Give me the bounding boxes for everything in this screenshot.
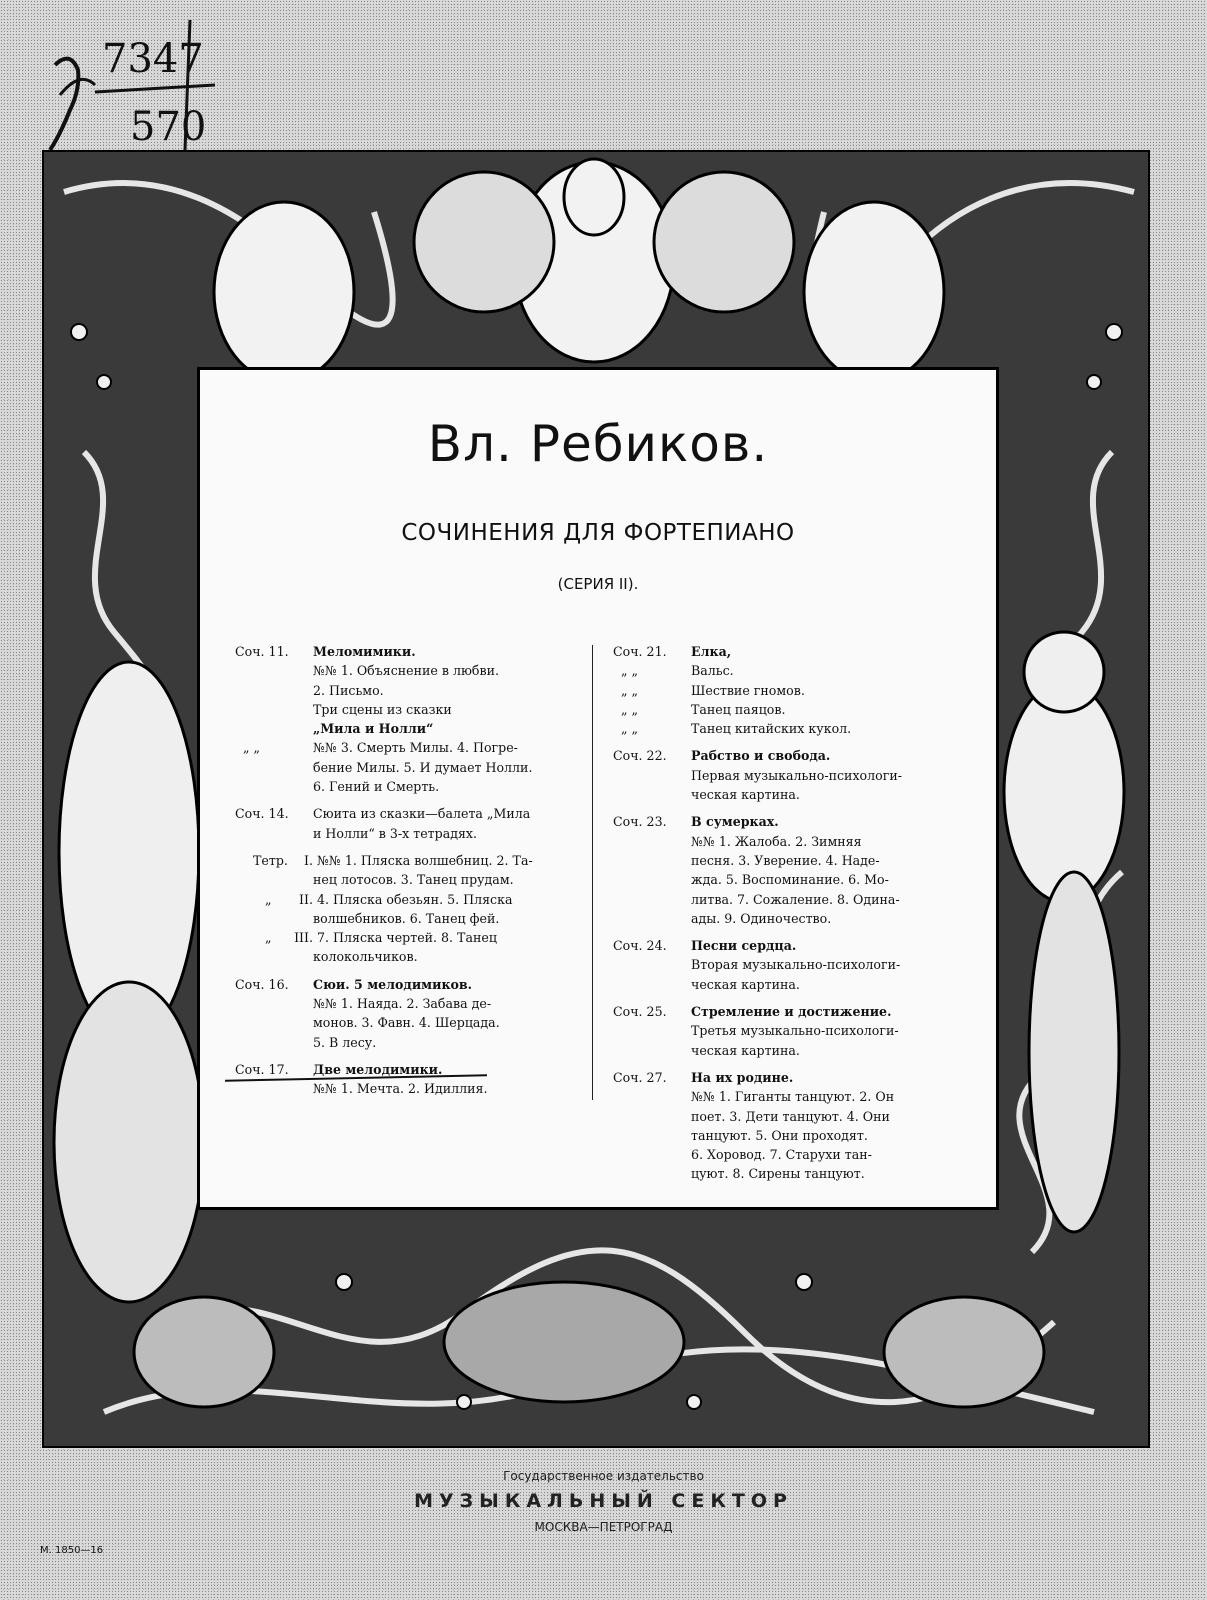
page-title: Вл. Ребиков. [427,415,769,473]
works-list-right [613,642,963,1192]
handwriting-top: 7347 [102,36,204,82]
list-item: Соч. 16. Сюи. 5 мелодимиков. №№ 1. Наяда. 2. Забава де- монов. 3. Фавн. 4. Шерцада. 5. В лесу. [235,976,500,1050]
title-panel [197,367,999,1210]
plate-number: М. 1850—16 [40,1545,104,1556]
list-item: Соч. 21. Елка, „ „ Вальс. „ „ Шествие гномов. „ „ Танец паяцов. „ „ Танец китайских кукол. [613,644,852,737]
ornamental-frame [42,150,1150,1448]
list-item: Соч. 14. Сюита из сказки—балета „Мила и Нолли“ в 3-х тетрадях. [235,806,531,841]
publisher-city: МОСКВА—ПЕТРОГРАД [534,1520,673,1534]
list-item: Соч. 11. Меломимики. №№ 1. Объяснение в любви. 2. Письмо. Три сцены из сказки „Мила и Нолли“ „ „ №№ 3. Смерть Милы. 4. Погре- бение Милы. 5. И думает Нолли. 6. Гений и Смерть. [235,644,533,795]
list-item: Соч. 23. В сумерках. №№ 1. Жалоба. 2. Зимняя песня. 3. Уверение. 4. Наде- жда. 5. Воспоминание. 6. Мо- литва. 7. Сожаление. 8. Одина- ады. 9. Одиночество. [613,814,900,926]
handwriting-bottom: 570 [130,104,207,150]
list-item: Соч. 22. Рабство и свобода. Первая музыкально-психологи- ческая картина. [613,748,902,803]
publisher-name: МУЗЫКАЛЬНЫЙ СЕКТОР [414,1490,793,1512]
publisher-line: Государственное издательство [503,1469,704,1483]
list-item: Соч. 24. Песни сердца. Вторая музыкально-психологи- ческая картина. [613,938,901,992]
series-label: (СЕРИЯ II). [557,575,639,593]
handwritten-catalogue-number [40,10,220,160]
works-list-left [235,642,575,1107]
list-item: Соч. 17. Две мелодимики. №№ 1. Мечта. 2. Идиллия. [235,1061,488,1097]
collection-subtitle: СОЧИНЕНИЯ ДЛЯ ФОРТЕПИАНО [401,520,795,546]
list-item: Соч. 27. На их родине. №№ 1. Гиганты танцуют. 2. Он поет. 3. Дети танцуют. 4. Они танцуют. 5. Они проходят. 6. Хоровод. 7. Старухи тан- цуют. 8. Сирены танцуют. [613,1069,895,1182]
list-item: Соч. 25. Стремление и достижение. Третья музыкально-психологи- ческая картина. [613,1004,899,1058]
column-divider [592,645,593,1100]
list-item: Тетр. I. №№ 1. Пляска волшебниц. 2. Та- нец лотосов. 3. Танец прудам. „ II. 4. Пляска обезьян. 5. Пляска волшебников. 6. Танец фей. „ III. 7. Пляска чертей. 8. Танец колокольчиков. [253,852,533,965]
